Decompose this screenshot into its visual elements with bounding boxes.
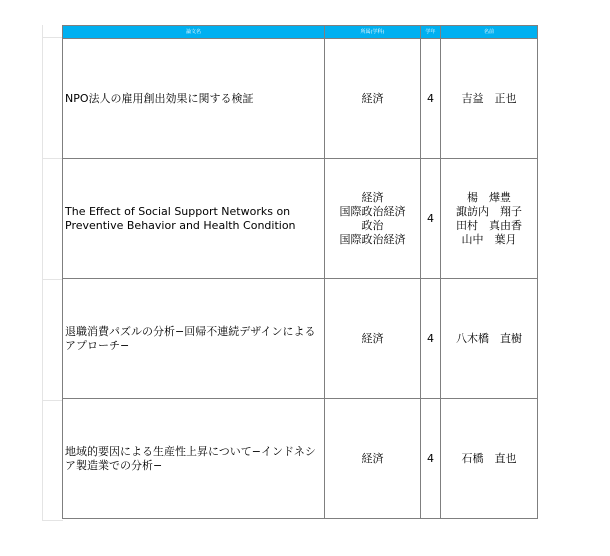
- thesis-title: The Effect of Social Support Networks on Preventive Behavior and Health Condition: [65, 204, 296, 232]
- year-value: 4: [427, 451, 434, 465]
- year-value: 4: [427, 331, 434, 345]
- major-value: 経済: [361, 91, 384, 105]
- thesis-title: NPO法人の雇用創出効果に関する検証: [65, 91, 254, 105]
- name-cell[interactable]: [441, 159, 538, 279]
- name-cell[interactable]: [441, 279, 538, 399]
- header-major[interactable]: 所属(学科): [325, 26, 421, 39]
- student-name: 石橋 直也: [461, 451, 517, 465]
- student-name: 山中 葉月: [461, 232, 517, 246]
- name-cell[interactable]: [441, 39, 538, 159]
- header-row: [63, 26, 538, 39]
- gridline: [43, 158, 63, 159]
- gridline: [43, 279, 63, 280]
- table-row: [63, 39, 538, 159]
- thesis-title: 退職消費パズルの分析−回帰不連続デザインによるアプローチ−: [65, 324, 316, 352]
- gridline: [43, 400, 63, 401]
- year-cell[interactable]: [421, 39, 441, 159]
- thesis-title-cell[interactable]: [63, 39, 325, 159]
- table-row: [63, 399, 538, 519]
- gridline: [43, 520, 63, 521]
- major-cell[interactable]: [325, 159, 421, 279]
- year-cell[interactable]: [421, 399, 441, 519]
- header-year[interactable]: 学年: [421, 26, 441, 39]
- major-value: 経済: [361, 331, 384, 345]
- student-name: 諏訪内 翔子: [456, 204, 522, 218]
- major-cell[interactable]: [325, 39, 421, 159]
- major-value: 経済: [361, 451, 384, 465]
- major-cell[interactable]: [325, 399, 421, 519]
- student-name: 楊 燁豊: [467, 190, 511, 204]
- major-cell[interactable]: [325, 279, 421, 399]
- year-cell[interactable]: [421, 279, 441, 399]
- thesis-title-cell[interactable]: [63, 159, 325, 279]
- thesis-title-cell[interactable]: [63, 279, 325, 399]
- year-value: 4: [427, 91, 434, 105]
- major-value: 政治: [361, 218, 384, 232]
- major-value: 経済: [361, 190, 384, 204]
- student-name: 八木橋 直樹: [456, 331, 522, 345]
- student-name: 田村 真由香: [456, 218, 522, 232]
- thesis-title-cell[interactable]: [63, 399, 325, 519]
- thesis-title: 地域的要因による生産性上昇について−インドネシア製造業での分析−: [65, 444, 316, 472]
- header-title[interactable]: 論文名: [63, 26, 325, 39]
- header-name[interactable]: 名前: [441, 26, 538, 39]
- table-row: [63, 279, 538, 399]
- major-value: 国際政治経済: [339, 232, 406, 246]
- name-cell[interactable]: [441, 399, 538, 519]
- table-row: [63, 159, 538, 279]
- year-cell[interactable]: [421, 159, 441, 279]
- major-value: 国際政治経済: [339, 204, 406, 218]
- thesis-table: [62, 25, 538, 519]
- year-value: 4: [427, 211, 434, 225]
- student-name: 吉益 正也: [461, 91, 517, 105]
- gridline: [43, 37, 63, 38]
